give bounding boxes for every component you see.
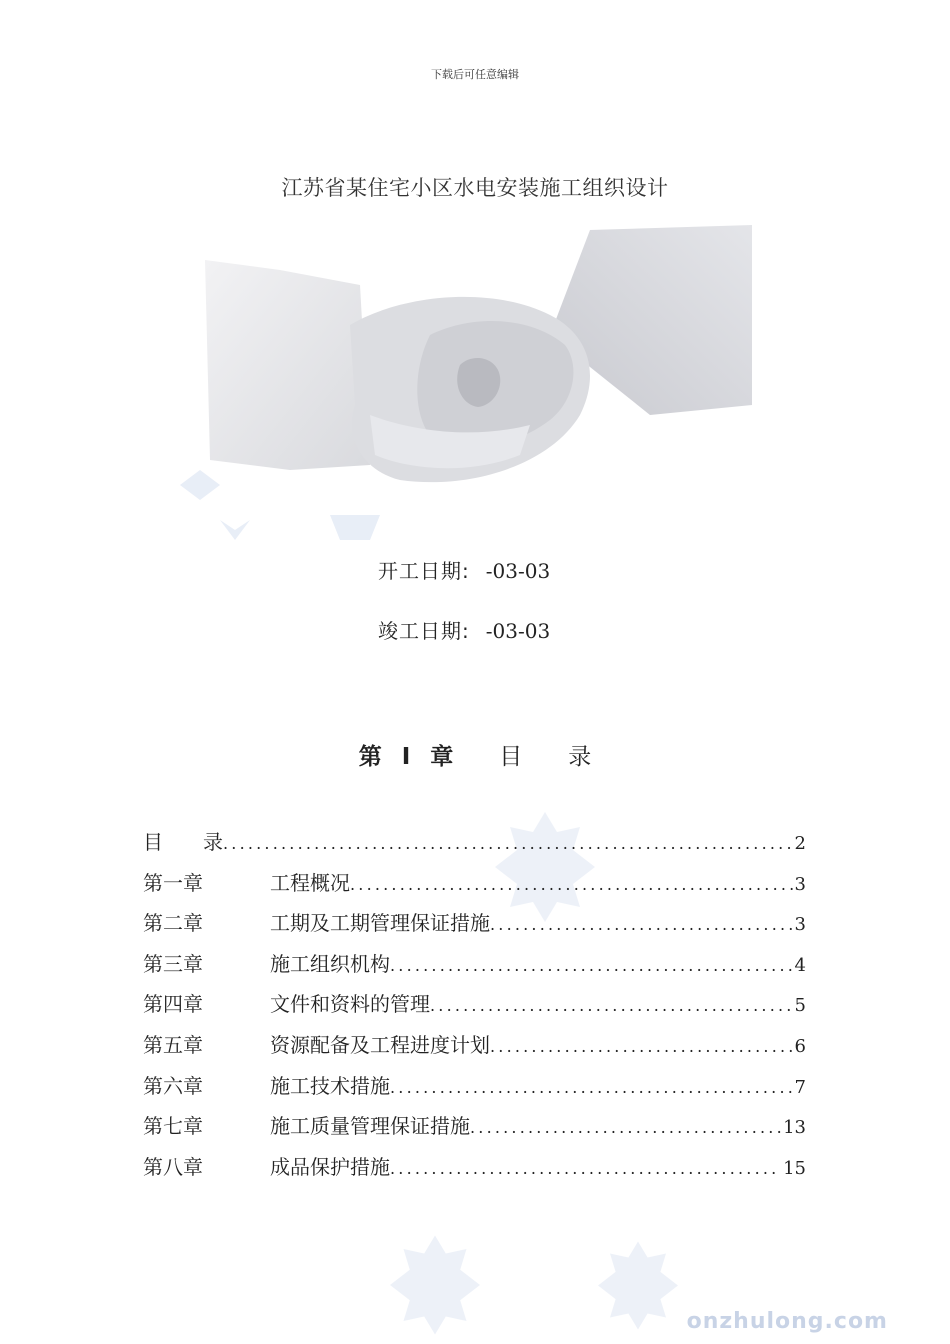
toc-entry[interactable] xyxy=(143,1029,806,1070)
toc-entry-page: 2 xyxy=(794,833,806,854)
toc-entry-page: 15 xyxy=(783,1157,806,1179)
toc-leader xyxy=(223,834,793,853)
toc-entry-title: 施工组织机构 xyxy=(270,951,390,976)
toc-entry-title: 施工技术措施 xyxy=(270,1073,390,1098)
toc-entry-title: 资源配备及工程进度计划 xyxy=(270,1032,490,1057)
toc-entry-title: 工程概况 xyxy=(270,870,350,895)
start-date xyxy=(378,555,550,584)
toc-leader xyxy=(390,1159,781,1178)
toc-entry-title: 施工质量管理保证措施 xyxy=(270,1114,470,1139)
toc-entry[interactable] xyxy=(143,867,806,908)
toc-leader xyxy=(430,996,793,1015)
chapter-heading xyxy=(0,738,950,771)
toc-entry[interactable] xyxy=(143,907,806,948)
toc-entry[interactable] xyxy=(143,1151,806,1192)
toc-entry-title: 文件和资料的管理 xyxy=(270,992,430,1017)
chapter-title: 目 录 xyxy=(499,744,592,770)
watermark-snowflake-icon xyxy=(390,1235,480,1335)
toc-entry-number: 第二章 xyxy=(143,911,203,936)
toc-entry[interactable] xyxy=(143,826,806,867)
document-title: 江苏省某住宅小区水电安装施工组织设计 xyxy=(281,176,669,200)
toc-entry-page: 5 xyxy=(794,995,806,1017)
toc-leader xyxy=(490,915,793,934)
toc-leader xyxy=(470,1118,781,1137)
toc-entry-title: 工期及工期管理保证措施 xyxy=(270,911,490,936)
handshake-image xyxy=(170,215,770,545)
toc-entry-page: 13 xyxy=(783,1117,806,1139)
watermark-text: onzhulong.com xyxy=(686,1309,888,1334)
toc-entry-page: 3 xyxy=(794,914,806,936)
toc-entry-number: 第五章 xyxy=(143,1032,203,1057)
chapter-label: 第 I 章 xyxy=(358,744,460,770)
toc-entry[interactable] xyxy=(143,948,806,989)
toc-entry-page: 7 xyxy=(794,1076,806,1098)
toc-leader xyxy=(390,1078,793,1097)
table-of-contents xyxy=(143,826,806,1191)
toc-leader xyxy=(490,1037,793,1056)
toc-entry-number: 第七章 xyxy=(143,1114,203,1139)
end-date xyxy=(378,615,550,644)
toc-entry[interactable] xyxy=(143,988,806,1029)
toc-entry-title: 成品保护措施 xyxy=(270,1154,390,1179)
toc-entry[interactable] xyxy=(143,1070,806,1111)
toc-entry-page: 3 xyxy=(794,873,806,895)
end-date-value: -03-03 xyxy=(485,619,551,643)
toc-entry-number: 第四章 xyxy=(143,992,203,1017)
header-note: 下载后可任意编辑 xyxy=(431,68,519,81)
watermark-snowflake-icon xyxy=(598,1238,678,1333)
toc-leader xyxy=(350,875,793,894)
toc-leader xyxy=(390,956,793,975)
start-date-label: 开工日期: xyxy=(378,559,470,583)
toc-entry-page: 6 xyxy=(794,1035,806,1057)
toc-entry-number: 目 录 xyxy=(143,830,223,854)
toc-entry[interactable] xyxy=(143,1110,806,1151)
toc-entry-number: 第八章 xyxy=(143,1154,203,1179)
end-date-label: 竣工日期: xyxy=(378,619,470,643)
toc-entry-number: 第六章 xyxy=(143,1073,203,1098)
toc-entry-number: 第三章 xyxy=(143,951,203,976)
start-date-value: -03-03 xyxy=(485,559,551,583)
toc-entry-page: 4 xyxy=(794,954,806,976)
toc-entry-number: 第一章 xyxy=(143,870,203,895)
